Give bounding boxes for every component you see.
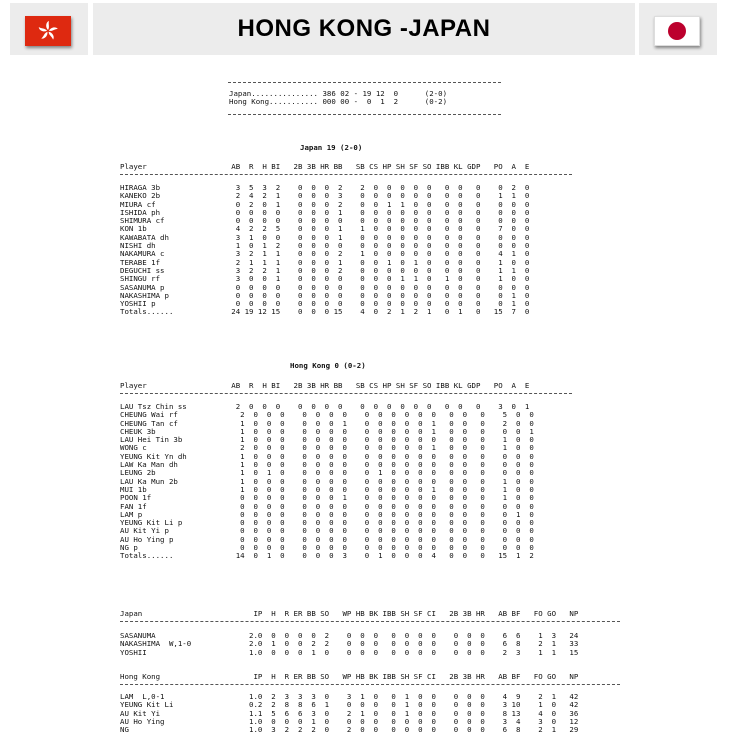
table-row: SHINGU rf 3 0 0 1 0 0 0 0 0 0 0 1 1 0 1 0 0 1 0 0	[120, 274, 530, 284]
table-row: LAU Tsz Chin ss 2 0 0 0 0 0 0 0 0 0 0 0 0 0 0 0 0 3 0 1	[120, 402, 530, 411]
rising-sun-icon	[668, 22, 686, 40]
table-row: POON 1f 0 0 0 0 0 0 0 1 0 0 0 0 0 0 0 0 0 1 0 0	[120, 493, 534, 503]
title-panel	[93, 3, 635, 55]
table-row: CHEUNG Tan cf 1 0 0 0 0 0 0 1 0 0 0 0 0 1 0 0 0 2 0 0	[120, 418, 534, 428]
table-row: HIRAGA 3b 3 5 3 2 0 0 0 2 2 0 0 0 0 0 0 0 0 0 2 0	[120, 183, 530, 192]
japan-batting-header: Player AB R H BI 2B 3B HR BB SB CS HP SH SF SO IBB KL GDP PO A E	[120, 162, 530, 171]
table-row: ISHIDA ph 0 0 0 0 0 0 0 1 0 0 0 0 0 0 0 0 0 0 0 0	[120, 207, 530, 217]
table-row: NAKAMURA c 3 2 1 1 0 0 0 2 1 0 0 0 0 0 0 0 0 4 1 0	[120, 249, 530, 259]
table-row: LAU Hei Tin 3b 1 0 0 0 0 0 0 0 0 0 0 0 0 0 0 0 0 1 0 0	[120, 435, 534, 445]
table-row: NAKASHIMA W,1-0 2.0 1 0 0 2 2 0 0 0 0 0 0 0 0 0 0 6 8 2 1 33	[120, 639, 579, 649]
totals-row: Totals...... 24 19 12 15 0 0 0 15 4 0 2 1 2 1 0 1 0 15 7 0	[120, 307, 530, 317]
table-row: LAM p 0 0 0 0 0 0 0 0 0 0 0 0 0 0 0 0 0 0 1 0	[120, 509, 534, 519]
table-row: KAWABATA dh 3 1 0 0 0 0 0 1 0 0 0 0 0 0 0 0 0 0 0 0	[120, 232, 530, 242]
japan-batting-table	[120, 184, 529, 317]
hong-kong-flag-panel	[10, 3, 88, 55]
table-row: LEUNG 2b 1 0 1 0 0 0 0 0 0 1 0 0 0 0 0 0 0 0 0 0	[120, 468, 534, 478]
table-row: LAM L,0-1 1.0 2 3 3 3 0 3 1 0 0 1 0 0 0 0 0 4 9 2 1 42	[120, 692, 579, 701]
japan-pitching-header: Japan IP H R ER BB SO WP HB BK IBB SH SF CI 2B 3B HR AB BF FO GO NP	[120, 609, 579, 618]
bauhinia-icon	[25, 16, 71, 46]
page-title: HONG KONG -JAPAN	[237, 15, 491, 42]
table-row: KANEKO 2b 2 4 2 1 0 0 0 3 0 0 0 0 0 0 0 0 0 1 1 0	[120, 191, 530, 201]
table-row: WONG c 2 0 0 0 0 0 0 0 0 0 0 0 0 1 0 0 0 1 0 0	[120, 443, 534, 453]
table-row: CHEUNG Wai rf 2 0 0 0 0 0 0 0 0 0 0 0 0 0 0 0 0 5 0 0	[120, 410, 534, 420]
linescore-bottom-divider	[228, 114, 501, 115]
linescore-top-divider	[228, 82, 501, 83]
linescore-row: Japan............... 386 02 - 19 12 0 (2-0)	[229, 89, 448, 98]
table-row: YEUNG Kit Yn dh 1 0 0 0 0 0 0 0 0 0 0 0 0 0 0 0 0 0 0 0	[120, 451, 534, 461]
japan-batting-title: Japan 19 (2-0)	[300, 143, 363, 152]
japan-batting-header-divider	[120, 174, 572, 175]
header	[10, 3, 717, 55]
japan-flag-panel	[639, 3, 717, 55]
table-row: SHIMURA cf 0 0 0 0 0 0 0 0 0 0 0 0 0 0 0 0 0 0 0 0	[120, 216, 530, 226]
hk-pitching-header-divider	[120, 684, 620, 685]
hk-batting-header-divider	[120, 393, 572, 394]
table-row: LAW Ka Man dh 1 0 0 0 0 0 0 0 0 0 0 0 0 0 0 0 0 0 0 0	[120, 460, 534, 470]
table-row: NAKASHIMA p 0 0 0 0 0 0 0 0 0 0 0 0 0 0 0 0 0 0 1 0	[120, 290, 530, 300]
table-row: YOSHII 1.0 0 0 0 1 0 0 0 0 0 0 0 0 0 0 0 2 3 1 1 15	[120, 647, 579, 657]
japan-pitching-table	[120, 632, 578, 657]
table-row: AU Ho Ying p 0 0 0 0 0 0 0 0 0 0 0 0 0 0 0 0 0 0 0 0	[120, 534, 534, 544]
hong-kong-flag-icon	[25, 16, 71, 46]
hk-batting-table	[120, 403, 534, 561]
hk-batting-title: Hong Kong 0 (0-2)	[290, 361, 366, 370]
table-row: NG p 0 0 0 0 0 0 0 0 0 0 0 0 0 0 0 0 0 0 0 0	[120, 543, 534, 553]
table-row: TERABE 1f 2 1 1 1 0 0 0 1 0 0 1 0 1 0 0 0 0 1 0 0	[120, 257, 530, 267]
table-row: SASANUMA p 0 0 0 0 0 0 0 0 0 0 0 0 0 0 0 0 0 0 0 0	[120, 282, 530, 292]
table-row: AU Kit Yi 1.1 5 6 6 3 0 2 1 0 0 1 0 0 0 0 0 8 13 4 0 36	[120, 708, 579, 718]
totals-row: Totals...... 14 0 1 0 0 0 0 3 0 1 0 0 0 4 0 0 0 15 1 2	[120, 551, 534, 561]
table-row: YEUNG Kit Li 0.2 2 8 8 6 1 0 0 0 0 1 0 0 0 0 0 3 10 1 0 42	[120, 700, 579, 710]
table-row: CHEUK 3b 1 0 0 0 0 0 0 0 0 0 0 0 0 1 0 0 0 0 0 1	[120, 426, 534, 436]
table-row: SASANUMA 2.0 0 0 0 0 2 0 0 0 0 0 0 0 0 0 0 6 6 1 3 24	[120, 631, 579, 640]
table-row: MUI 1b 1 0 0 0 0 0 0 0 0 0 0 0 0 1 0 0 0 1 0 0	[120, 484, 534, 494]
linescore	[229, 90, 447, 107]
table-row: AU Kit Yi p 0 0 0 0 0 0 0 0 0 0 0 0 0 0 0 0 0 0 0 0	[120, 526, 534, 536]
linescore-row: Hong Kong........... 000 00 - 0 1 2 (0-2)	[229, 97, 448, 107]
table-row: DEGUCHI ss 3 2 2 1 0 0 0 2 0 0 0 0 0 0 0 0 0 1 1 0	[120, 265, 530, 275]
table-row: MIURA cf 0 2 0 1 0 0 0 2 0 0 1 1 0 0 0 0 0 0 0 0	[120, 199, 530, 209]
table-row: FAN 1f 0 0 0 0 0 0 0 0 0 0 0 0 0 0 0 0 0 0 0 0	[120, 501, 534, 511]
table-row: NG 1.0 3 2 2 2 0 2 0 0 0 0 0 0 0 0 0 6 8 2 1 29	[120, 725, 579, 735]
hk-pitching-table	[120, 693, 578, 734]
japan-pitching-header-divider	[120, 621, 620, 622]
hk-pitching-header: Hong Kong IP H R ER BB SO WP HB BK IBB SH SF CI 2B 3B HR AB BF FO GO NP	[120, 672, 579, 681]
table-row: LAU Ka Mun 2b 1 0 0 0 0 0 0 0 0 0 0 0 0 0 0 0 0 1 0 0	[120, 476, 534, 486]
table-row: YOSHII p 0 0 0 0 0 0 0 0 0 0 0 0 0 0 0 0 0 0 1 0	[120, 299, 530, 309]
hk-batting-header: Player AB R H BI 2B 3B HR BB SB CS HP SH SF SO IBB KL GDP PO A E	[120, 381, 530, 390]
japan-flag-icon	[654, 16, 700, 46]
table-row: NISHI dh 1 0 1 2 0 0 0 0 0 0 0 0 0 0 0 0 0 0 0 0	[120, 241, 530, 251]
table-row: YEUNG Kit Li p 0 0 0 0 0 0 0 0 0 0 0 0 0 0 0 0 0 0 0 0	[120, 518, 534, 528]
table-row: KON 1b 4 2 2 5 0 0 0 1 1 0 0 0 0 0 0 0 0 7 0 0	[120, 224, 530, 234]
table-row: AU Ho Ying 1.0 0 0 0 1 0 0 0 0 0 0 0 0 0 0 0 3 4 3 0 12	[120, 716, 579, 726]
